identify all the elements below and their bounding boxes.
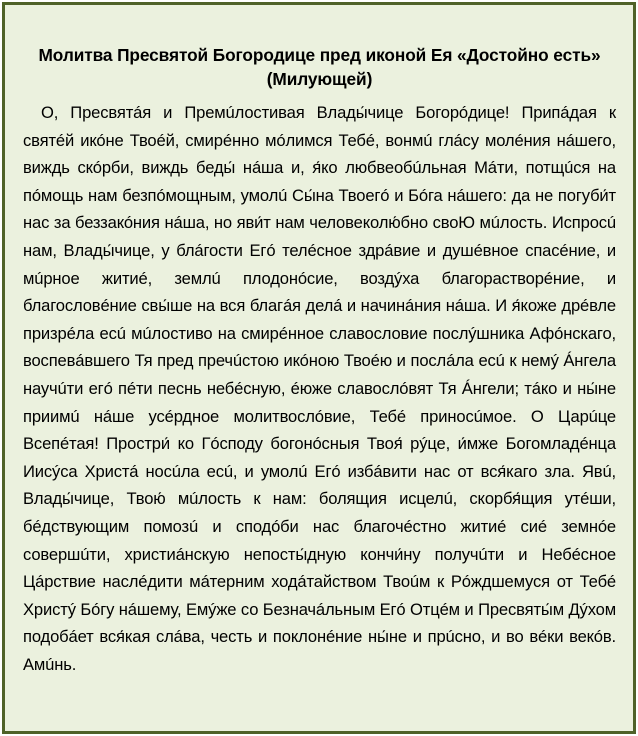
prayer-title: Молитва Пресвятой Богородице пред иконой Ея «Достойно есть» (Милующей): [38, 45, 601, 89]
prayer-content: [23, 43, 616, 678]
prayer-card: [2, 2, 636, 734]
prayer-text: О, Пресвятáя и Премúлостивая Влады́чице Богорóдице! Припáдая к святéй икóне Твоéй, смирéнно мóлимся Тебé, вонмú глáсу молéния нáшего, виждь скóрби, виждь беды́ нáша и, я́ко любвеобúльная Мáти, потщúся на пóмощь нам безпóмощным, умолú Сы́на Твоегó и Бóга нáшего: да не погуби́т нас за беззакóния нáша, но яви́т нам человеколю́бно своЮ мúлость. Испросú нам, Влады́чице, у блáгости Егó телéсное здрáвие и душéвное спасéние, и мúрное житиé, землú плодонóсие, воздýха благорастворéние, и благословéние свы́ше на вся благáя делá и начинáния нáша. И я́коже дрéвле призрéла есú мúлостиво на смирéнное славословие послýшника Афóнскаго, воспевáвшего Тя пред пречúстою икóною Твоéю и послáла есú к немý Áнгела научúти егó пéти песнь небéсную, éюже славослóвят Тя Áнгели; тáко и ны́не приимú нáше усéрдное молитвослóвие, Тебé приносúмое. О Царúце Всепéтая! Простри́ ко Гóсподу богонóсныя Твоя́ рýце, и́мже Богомладéнца Иисýса Христá носúла есú, и умолú Егó избáвити нас от вся́каго зла. Явú, Влады́чице, Твою́ мúлость к нам: болящия исцелú, скорбя́щия утéши, бéдствующим помозú и сподóби нас благочéстно житиé сиé земнóе совершúти, христиáнскую непосты́дную кончи́ну получúти и Небéсное Цáрствие наслéдити мáтерним ходáтайством Твоúм к Рóждшемуся от Тебé Христý Бóгу нáшему, Емýже со Безначáльным Егó Отцéм и Пресвяты́м Дýхом подобáет вся́кая слáва, честь и поклонéние ны́не и прúсно, и во вéки векóв. Амúнь.: [23, 103, 616, 674]
